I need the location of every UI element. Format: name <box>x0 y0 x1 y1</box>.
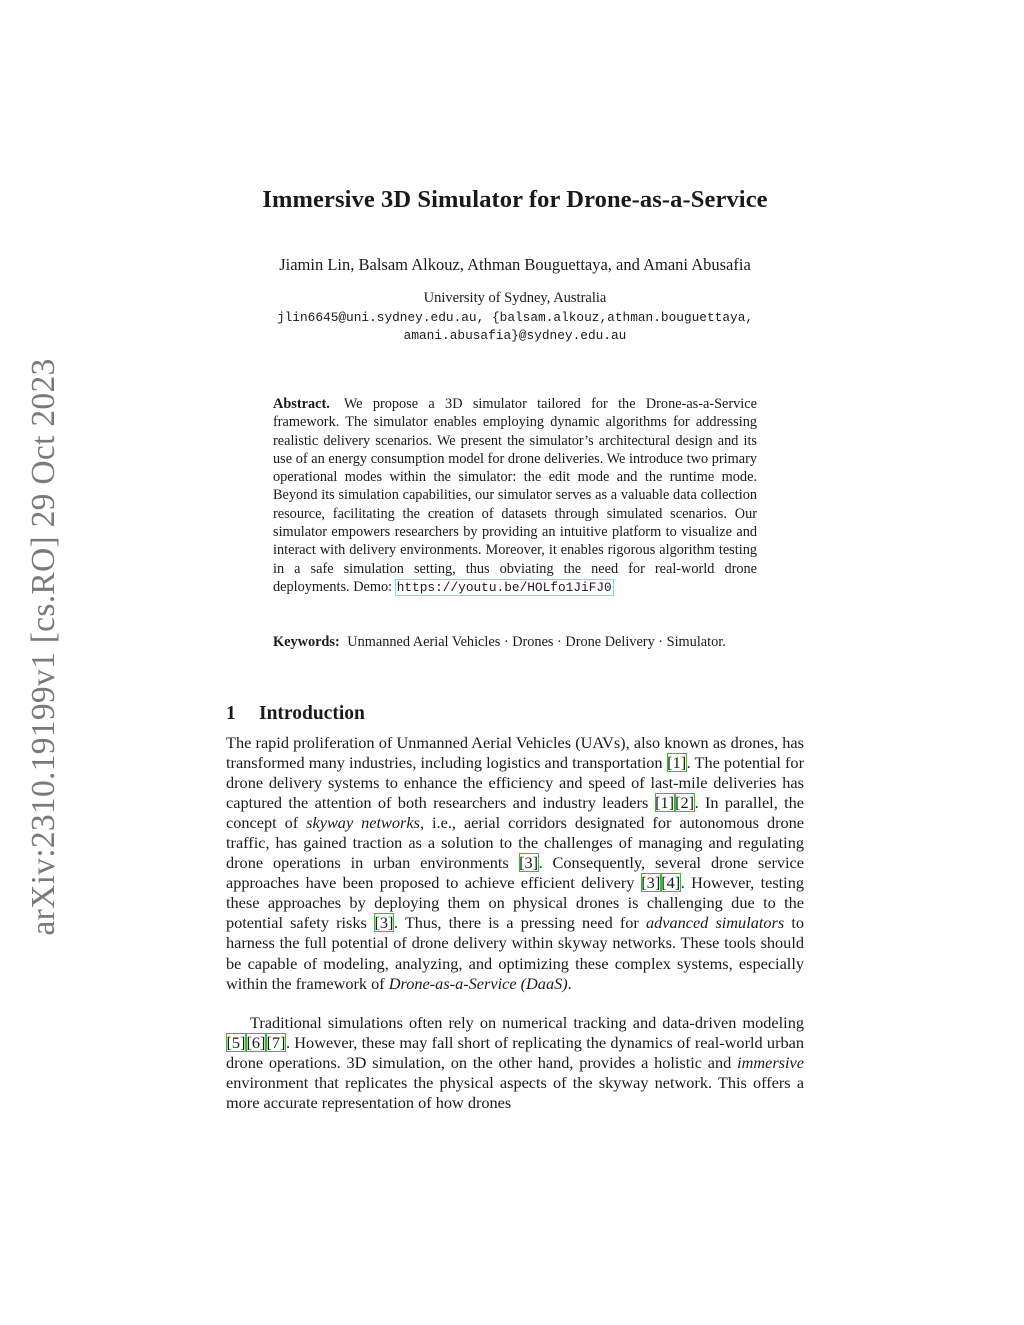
intro-paragraph-1: The rapid proliferation of Unmanned Aerial Vehicles (UAVs), also known as drones, has transformed many industries, including logistics and transportation [1]. The potential for drone delivery systems to enhance the efficiency and speed of last-mile deliveries has captured the attention of both researchers and industry leaders [1][2]. In parallel, the concept of skyway networks, i.e., aerial corridors designated for autonomous drone traffic, has gained traction as a solution to the challenges of managing and regulating drone operations in urban environments [3]. Consequently, several drone service approaches have been proposed to achieve efficient delivery [3][4]. However, testing these approaches by deploying them on physical drones is challenging due to the potential safety risks [3]. Thus, there is a pressing need for advanced simulators to harness the full potential of drone delivery within skyway networks. These tools should be capable of modeling, analyzing, and optimizing these complex systems, especially within the framework of Drone-as-a-Service (DaaS). <box>226 733 805 993</box>
affiliation: University of Sydney, Australia <box>423 290 607 306</box>
demo-video-link[interactable]: https://youtu.be/HOLfo1JiFJ0 <box>396 579 612 595</box>
emphasis-text: immersive <box>737 1053 804 1073</box>
citation-link[interactable]: [1] <box>667 753 687 773</box>
keywords-label: Keywords: <box>273 634 340 650</box>
section-number: 1 <box>226 703 236 724</box>
citation-link[interactable]: [3] <box>641 873 661 893</box>
citation-link[interactable]: [2] <box>675 793 695 813</box>
paper-title: Immersive 3D Simulator for Drone-as-a-Service <box>262 186 768 213</box>
citation-link[interactable]: [4] <box>661 873 681 893</box>
section-title: Introduction <box>259 703 365 724</box>
intro-paragraph-2: Traditional simulations often rely on numerical tracking and data-driven modeling [5][6][7]. However, these may fall short of replicating the dynamics of real-world urban drone operations. 3D simulation, on the other hand, provides a holistic and immersive environment that replicates the physical aspects of the skyway network. This offers a more accurate representation of how drones <box>226 1013 804 1113</box>
author-list: Jiamin Lin, Balsam Alkouz, Athman Bouguettaya, and Amani Abusafia <box>279 255 751 274</box>
citation-link[interactable]: [3] <box>519 853 539 873</box>
author-emails-line2: amani.abusafia}@sydney.edu.au <box>403 328 627 343</box>
emphasis-text: Drone-as-a-Service (DaaS) <box>388 973 568 993</box>
citation-link[interactable]: [6] <box>246 1033 266 1053</box>
citation-link[interactable]: [5] <box>226 1033 246 1053</box>
abstract-label: Abstract. <box>273 396 330 412</box>
keywords-text: Unmanned Aerial Vehicles · Drones · Drone Delivery · Simulator. <box>347 634 726 650</box>
citation-link[interactable]: [1] <box>655 793 675 813</box>
abstract <box>273 395 757 597</box>
arxiv-identifier: arXiv:2310.19199v1 [cs.RO] 29 Oct 2023 <box>25 358 62 936</box>
keywords <box>273 633 757 651</box>
emphasis-text: advanced simulators <box>645 913 785 933</box>
section-heading <box>226 703 365 725</box>
citation-link[interactable]: [7] <box>266 1033 286 1053</box>
author-emails-line1: jlin6645@uni.sydney.edu.au, {balsam.alkouz,athman.bouguettaya, <box>276 310 754 325</box>
abstract-text: We propose a 3D simulator tailored for the Drone-as-a-Service framework. The simulator enables employing dynamic algorithms for addressing realistic delivery scenarios. We present the simulator’s architectural design and its use of an energy consumption model for drone deliveries. We introduce two primary operational modes within the simulator: the edit mode and the runtime mode. Beyond its simulation capabilities, our simulator serves as a valuable data collection resource, facilitating the creation of datasets through simulated scenarios. Our simulator empowers researchers by providing an intuitive platform to visualize and interact with delivery environments. Moreover, it enables rigorous algorithm testing in a safe simulation setting, thus obviating the need for real-world drone deployments. Demo: <box>273 396 757 595</box>
citation-link[interactable]: [3] <box>374 913 394 933</box>
emphasis-text: skyway networks <box>306 813 420 833</box>
